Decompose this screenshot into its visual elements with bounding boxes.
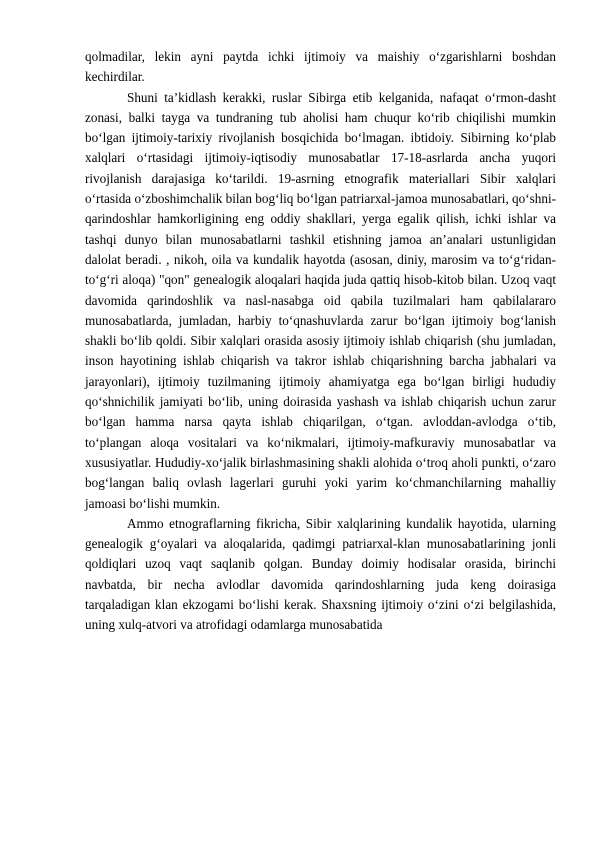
paragraph-1: qolmadilar, lekin ayni paytda ichki ijtimoiy va maishiy o‘zgarishlarni boshdan kechirdilar.: [85, 49, 556, 85]
paragraph-3: Ammo etnograflarning fikricha, Sibir xalqlarining kundalik hayotida, ularning genealogik g‘oyalari va aloqalarida, qadimgi patriarxal-klan munosabatlarining jonli qoldiqlari uzoq vaqt saqlanib qolgan. Bunday doimiy hodisalar orasida, birinchi navbatda, bir necha avlodlar davomida qarindoshlarning juda keng doirasiga tarqaladigan klan ekzogami bo‘lishi kerak. Shaxsning ijtimoiy o‘zini o‘zi belgilashida, uning xulq-atvori va atrofidagi odamlarga munosabatida: [85, 515, 556, 633]
document-page: [85, 47, 556, 636]
paragraph-2: Shuni ta’kidlash kerakki, ruslar Sibirga etib kelganida, nafaqat o‘rmon-dasht zonasi, balki tayga va tundraning tub aholisi ham chuqur ko‘rib chiqilishi mumkin bo‘lgan ijtimoiy-tarixiy rivojlanish bosqichida bo‘lmagan. ibtidoiy. Sibirning ko‘plab xalqlari o‘rtasidagi ijtimoiy-iqtisodiy munosabatlar 17-18-asrlarda ancha yuqori rivojlanish darajasiga ko‘tarildi. 19-asrning etnografik materiallari Sibir xalqlari o‘rtasida o‘zboshimchalik bilan bog‘liq bo‘lgan patriarxal-jamoa munosabatlari, qo‘shni-qarindoshlar hamkorligining eng oddiy shakllari, yerga egalik qilish, ichki ishlar va tashqi dunyo bilan munosabatlarni tashkil etishning jamoa an’analari ustunligidan dalolat beradi. , nikoh, oila va kundalik hayotda (asosan, diniy, marosim va to‘g‘ridan-to‘g‘ri aloqa) "qon" genealogik aloqalari haqida juda qattiq hisob-kitob bilan. Uzoq vaqt davomida qarindoshlik va nasl-nasabga oid qabila tuzilmalari ham qabilalararo munosabatlarda, jumladan, harbiy to‘qnashuvlarda zarur bo‘lgan ijtimoiy bog‘lanish shakli bo‘lib qoldi. Sibir xalqlari orasida asosiy ijtimoiy ishlab chiqarish (shu jumladan, inson hayotining ishlab chiqarish va takror ishlab chiqarishning barcha jabhalari va jarayonlari), ijtimoiy tuzilmaning ijtimoiy ahamiyatga ega bo‘lgan birligi hududiy qo‘shnichilik jamiyati bo‘lib, uning doirasida yashash va ishlab chiqarish uchun zarur bo‘lgan hamma narsa qayta ishlab chiqarilgan, o‘tgan. avloddan-avlodga o‘tib, to‘plangan aloqa vositalari va ko‘nikmalari, ijtimoiy-mafkuraviy munosabatlar va xususiyatlar. Hududiy-xo‘jalik birlashmasining shakli alohida o‘troq aholi punkti, o‘zaro bog‘langan baliq ovlash lagerlari guruhi yoki yarim ko‘chmanchilarning mahalliy jamoasi bo‘lishi mumkin.: [85, 89, 556, 511]
